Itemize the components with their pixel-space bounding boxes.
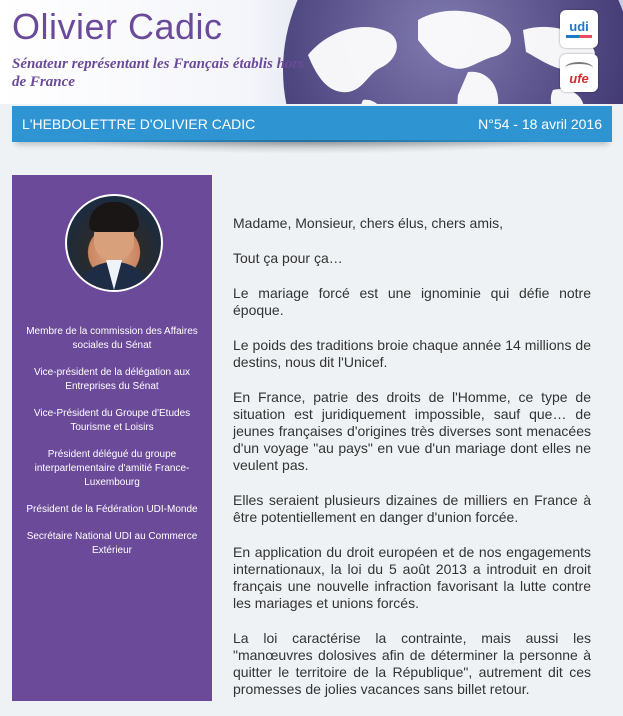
banner-shadow	[70, 140, 550, 154]
role-item: Président de la Fédération UDI-Monde	[26, 504, 198, 515]
issue-number-date: N°54 - 18 avril 2016	[478, 116, 602, 132]
paragraph: En application du droit européen et de nos engagements internationaux, la loi du 5 août 2013 a introduit en droit français une nouvelle infraction favorisant la lutte contre les mariages et unions forcés.	[233, 544, 591, 611]
role-item: Membre de la commission des Affaires sociales du Sénat	[26, 326, 198, 351]
ufe-logo[interactable]	[560, 54, 598, 92]
newsletter-banner	[12, 106, 612, 142]
paragraph: Tout ça pour ça…	[233, 250, 343, 266]
udi-logo[interactable]	[560, 10, 598, 48]
paragraph: La loi caractérise la contrainte, mais aussi les "manœuvres dolosives afin de déterminer la personne à quitter le territoire de la République", autrement dit ces promesses de jolies vacances sans billet retour.	[233, 630, 591, 697]
role-item: Président délégué du groupe interparlementaire d'amitié France-Luxembourg	[34, 449, 190, 488]
udi-logo-bar	[566, 35, 592, 38]
role-item: Vice-président de la délégation aux Entreprises du Sénat	[33, 367, 191, 392]
paragraph: Le poids des traditions broie chaque année 14 millions de destins, nous dit l'Unicef.	[233, 337, 591, 370]
page-subtitle: Sénateur représentant les Français établis hors de France	[12, 56, 305, 90]
letter-body	[233, 215, 591, 716]
greeting: Madame, Monsieur, chers élus, chers amis,	[233, 215, 503, 231]
page-title: Olivier Cadic	[12, 6, 223, 47]
paragraph: Le mariage forcé est une ignominie qui défie notre époque.	[233, 285, 591, 318]
ufe-logo-text: ufe	[569, 70, 589, 86]
avatar	[65, 194, 163, 292]
sidebar	[12, 175, 212, 701]
header	[0, 0, 623, 104]
paragraph: Elles seraient plusieurs dizaines de milliers en France à être potentiellement en danger d'union forcée.	[233, 492, 591, 525]
paragraph: En France, patrie des droits de l'Homme, ce type de situation est juridiquement impossible, sauf que… de jeunes françaises d'origines très diverses sont menacées d'un voyage "au pays" en vue d'un mariage dont elles ne veulent pas.	[233, 389, 591, 473]
role-item: Vice-Président du Groupe d'Etudes Tourisme et Loisirs	[33, 408, 191, 433]
role-item: Secrétaire National UDI au Commerce Extérieur	[26, 531, 198, 556]
udi-logo-text: udi	[569, 19, 589, 34]
avatar-hair	[89, 202, 139, 232]
role-list	[12, 325, 212, 571]
newsletter-name: L'HEBDOLETTRE D'OLIVIER CADIC	[22, 116, 256, 132]
